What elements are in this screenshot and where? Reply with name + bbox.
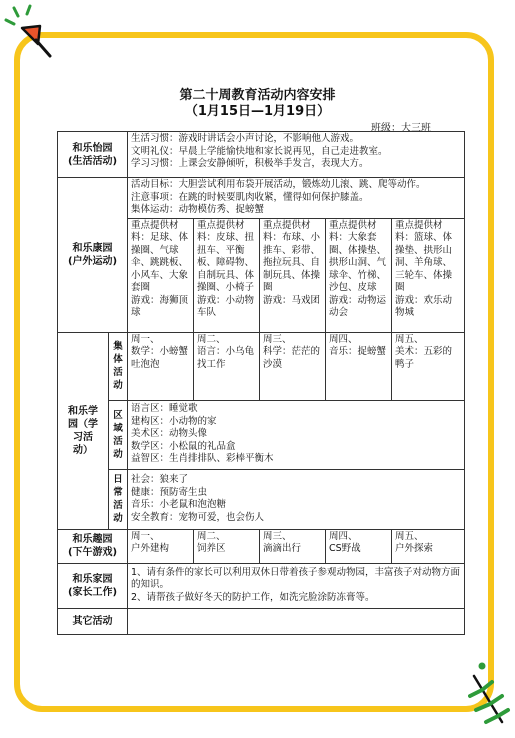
daily-item: 安全教育：宠物可爱，也会伤人 bbox=[131, 511, 265, 523]
fun-day-4: 周四、 CS野战 bbox=[326, 529, 392, 563]
title-text: 第二十周教育活动内容安排 bbox=[179, 88, 336, 103]
health-summary bbox=[128, 178, 465, 219]
label-area: 区 域 活 动 bbox=[109, 400, 128, 469]
row-learn-area bbox=[58, 400, 465, 469]
row-fun bbox=[58, 529, 465, 563]
leaf-sprig-icon bbox=[468, 672, 512, 728]
label-fun-text: 和乐趣园 (下午游戏) bbox=[67, 534, 118, 558]
label-fun bbox=[58, 529, 128, 563]
fun-day-5: 周五、 户外探索 bbox=[392, 529, 465, 563]
daily-content bbox=[128, 469, 465, 529]
label-home bbox=[58, 563, 128, 608]
group-day-5: 周五、 美术：五彩的鸭子 bbox=[392, 332, 465, 400]
health-item: 活动目标：大胆尝试利用布袋开展活动，锻炼幼儿滚、跳、爬等动作。 bbox=[131, 179, 426, 190]
paintbrush-icon bbox=[16, 22, 60, 64]
daily-item: 音乐：小老鼠和泡泡糖 bbox=[131, 499, 227, 510]
group-day-2: 周二、 语言：小乌龟找工作 bbox=[194, 332, 260, 400]
life-content bbox=[128, 132, 465, 178]
daily-item: 社会：狼来了 bbox=[131, 474, 189, 485]
date-range: （1月15日—1月19日） bbox=[184, 104, 331, 119]
health-day-4: 重点提供材料：大象套圈、体操垫、拱形山洞、气球伞、竹梯、沙包、皮球 游戏：动物运动会 bbox=[326, 218, 392, 332]
row-learn-group bbox=[58, 332, 465, 400]
fun-day-1: 周一、 户外建构 bbox=[128, 529, 194, 563]
group-day-4: 周四、 音乐：捉螃蟹 bbox=[326, 332, 392, 400]
page-title bbox=[0, 88, 515, 120]
area-item: 美术区：动物头像 bbox=[131, 428, 208, 440]
area-content bbox=[128, 400, 465, 469]
life-item: 学习习惯：上课会安静倾听，积极举手发言，表现大方。 bbox=[131, 158, 369, 169]
row-life bbox=[58, 132, 465, 178]
area-item: 语言区：睡觉歌 bbox=[131, 403, 198, 415]
row-other bbox=[58, 608, 465, 634]
label-other: 其它活动 bbox=[58, 608, 128, 634]
area-item: 数学区：小松鼠的礼品盒 bbox=[131, 440, 236, 452]
area-item: 建构区：小动物的家 bbox=[131, 415, 217, 427]
health-item: 集体运动：动物模仿秀、捉螃蟹 bbox=[131, 204, 265, 215]
health-day-3: 重点提供材料：布球、小推车、彩带、拖拉玩具、自制玩具、体操圈 游戏：马戏团 bbox=[260, 218, 326, 332]
group-day-1: 周一、 数学：小螃蟹吐泡泡 bbox=[128, 332, 194, 400]
home-item: 1、请有条件的家长可以利用双休日带着孩子参观动物园，丰富孩子对动物方面的知识。 bbox=[131, 566, 461, 591]
dot-icon bbox=[477, 661, 487, 671]
label-group: 集 体 活 动 bbox=[109, 332, 128, 400]
label-learn bbox=[58, 332, 109, 529]
row-home bbox=[58, 563, 465, 608]
label-life-text: 和乐怡园 (生活活动) bbox=[67, 142, 118, 167]
label-daily: 日 常 活 动 bbox=[109, 469, 128, 529]
health-day-5: 重点提供材料：篮球、体操垫、拱形山洞、羊角球、三轮车、体操圈 游戏：欢乐动物城 bbox=[392, 218, 465, 332]
class-label: 班级：大三班 bbox=[371, 123, 431, 134]
fun-day-3: 周三、 滴滴出行 bbox=[260, 529, 326, 563]
row-health-summary bbox=[58, 178, 465, 219]
label-life bbox=[58, 132, 128, 178]
label-health bbox=[58, 178, 128, 333]
home-item: 2、请帮孩子做好冬天的防护工作，如洗完脸涂防冻膏等。 bbox=[131, 591, 375, 603]
health-day-1: 重点提供材料：足球、体操圈、气球伞、跳跳板、小风车、大象套圈 游戏：海狮顶球 bbox=[128, 218, 194, 332]
label-health-text: 和乐康园 (户外运动) bbox=[67, 242, 118, 267]
fun-day-2: 周二、 饲养区 bbox=[194, 529, 260, 563]
row-learn-daily bbox=[58, 469, 465, 529]
health-day-2: 重点提供材料：皮球、扭扭车、平衡板、障碍物、自制玩具、体操圈、小椅子 游戏：小动物车队 bbox=[194, 218, 260, 332]
label-home-text: 和乐家园 (家长工作) bbox=[67, 573, 118, 598]
label-learn-text: 和乐学 园（学 习活 动） bbox=[68, 405, 98, 456]
daily-item: 健康：预防寄生虫 bbox=[131, 486, 208, 498]
area-item: 益智区：生肖排排队、彩棒平衡木 bbox=[131, 453, 274, 465]
home-content bbox=[128, 563, 465, 608]
life-item: 生活习惯：游戏时讲话会小声讨论，不影响他人游戏。 bbox=[131, 133, 360, 144]
group-day-3: 周三、 科学：茫茫的沙漠 bbox=[260, 332, 326, 400]
life-item: 文明礼仪：早晨上学能愉快地和家长说再见，自己走进教室。 bbox=[131, 145, 388, 157]
schedule-table bbox=[57, 131, 465, 635]
other-content bbox=[128, 608, 465, 634]
health-item: 注意事项：在跳的时候要肌肉收紧，懂得如何保护膝盖。 bbox=[131, 191, 369, 203]
